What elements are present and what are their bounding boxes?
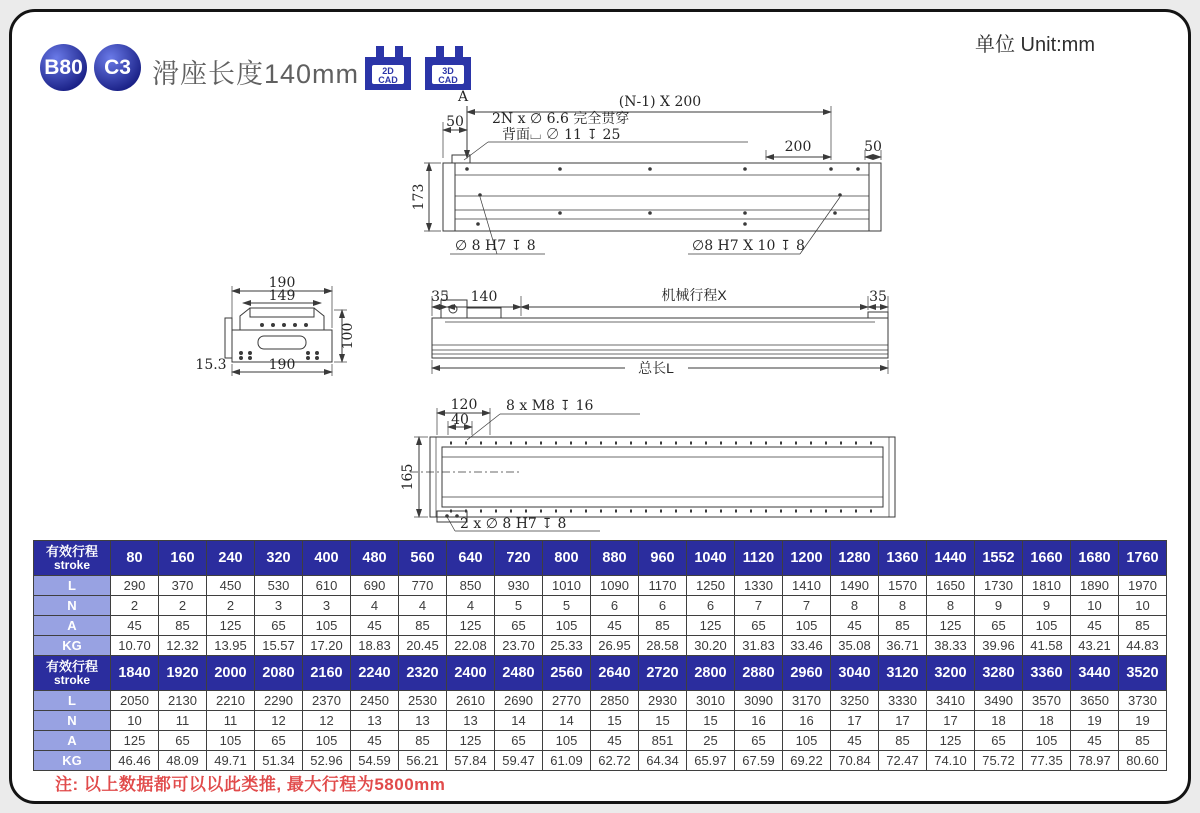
row-label-cell: L	[34, 691, 111, 711]
table-cell: 4	[399, 596, 447, 616]
table-cell: 125	[927, 616, 975, 636]
right-offset-dimension: 50	[864, 139, 882, 155]
table-cell: 36.71	[879, 636, 927, 656]
table-cell: 13	[447, 711, 495, 731]
table-cell: 65	[255, 731, 303, 751]
table-cell: 57.84	[447, 751, 495, 771]
table-cell: 3570	[1023, 691, 1071, 711]
stroke-header-cell: 1040	[687, 541, 735, 576]
table-cell: 9	[1023, 596, 1071, 616]
section-width-outer: 190	[268, 275, 296, 291]
table-cell: 85	[879, 616, 927, 636]
table-cell: 2050	[111, 691, 159, 711]
table-cell: 2290	[255, 691, 303, 711]
table-cell: 125	[447, 731, 495, 751]
page-title: 滑座长度140mm	[152, 59, 360, 89]
table-cell: 4	[447, 596, 495, 616]
table-cell: 65	[495, 616, 543, 636]
table-cell: 2850	[591, 691, 639, 711]
stroke-header-cell: 3200	[927, 656, 975, 691]
table-cell: 105	[303, 731, 351, 751]
table-cell: 105	[783, 616, 831, 636]
section-width-carriage: 149	[268, 288, 296, 304]
stroke-header-cell: 80	[111, 541, 159, 576]
table-cell: 70.84	[831, 751, 879, 771]
table-cell: 105	[207, 731, 255, 751]
stroke-corner-cell: 有效行程 stroke	[34, 656, 111, 691]
stroke-table	[33, 540, 1167, 771]
table-cell: 16	[783, 711, 831, 731]
table-cell: 6	[639, 596, 687, 616]
stroke-header-cell: 640	[447, 541, 495, 576]
table-cell: 56.21	[399, 751, 447, 771]
table-cell: 85	[159, 616, 207, 636]
table-cell: 8	[879, 596, 927, 616]
table-cell: 14	[543, 711, 591, 731]
stroke-header-cell: 2720	[639, 656, 687, 691]
table-cell: 25	[687, 731, 735, 751]
table-cell: 65	[735, 731, 783, 751]
table-cell: 80.60	[1119, 751, 1167, 771]
table-cell: 13	[351, 711, 399, 731]
table-cell: 6	[591, 596, 639, 616]
table-cell: 65	[975, 731, 1023, 751]
pitch-dimension: (N-1) X 200	[618, 94, 702, 110]
side-right-margin: 35	[869, 289, 887, 305]
table-row	[34, 711, 1167, 731]
side-left-margin: 35	[431, 289, 449, 305]
table-row	[34, 616, 1167, 636]
table-cell: 25.33	[543, 636, 591, 656]
table-cell: 105	[783, 731, 831, 751]
stroke-header-cell: 1440	[927, 541, 975, 576]
table-cell: 105	[543, 616, 591, 636]
table-cell: 17	[927, 711, 975, 731]
table-cell: 11	[207, 711, 255, 731]
table-cell: 5	[543, 596, 591, 616]
stroke-header-cell: 560	[399, 541, 447, 576]
table-cell: 45	[111, 616, 159, 636]
table-cell: 1810	[1023, 576, 1071, 596]
stroke-header-cell: 800	[543, 541, 591, 576]
unit-label: 单位 Unit:mm	[975, 34, 1095, 56]
table-cell: 3490	[975, 691, 1023, 711]
stroke-header-cell: 1120	[735, 541, 783, 576]
table-cell: 1570	[879, 576, 927, 596]
table-cell: 65	[975, 616, 1023, 636]
section-width-base: 190	[268, 357, 296, 373]
table-cell: 1890	[1071, 576, 1119, 596]
table-cell: 13	[399, 711, 447, 731]
side-total-length-label: 总长L	[638, 360, 674, 376]
table-cell: 7	[735, 596, 783, 616]
bottom-dim-40: 40	[451, 412, 469, 428]
table-cell: 38.33	[927, 636, 975, 656]
stroke-header-cell: 1840	[111, 656, 159, 691]
table-cell: 12	[303, 711, 351, 731]
table-cell: 17	[831, 711, 879, 731]
table-cell: 19	[1119, 711, 1167, 731]
table-cell: 72.47	[879, 751, 927, 771]
table-cell: 2	[111, 596, 159, 616]
stroke-header-cell: 480	[351, 541, 399, 576]
stroke-header-cell: 2960	[783, 656, 831, 691]
table-cell: 125	[927, 731, 975, 751]
table-cell: 20.45	[399, 636, 447, 656]
table-cell: 105	[1023, 731, 1071, 751]
stroke-header-cell: 3120	[879, 656, 927, 691]
table-cell: 12.32	[159, 636, 207, 656]
table-cell: 45	[1071, 731, 1119, 751]
table-cell: 45	[831, 731, 879, 751]
stroke-header-cell: 1760	[1119, 541, 1167, 576]
table-cell: 2690	[495, 691, 543, 711]
footnote: 注: 以上数据都可以以此类推, 最大行程为5800mm	[55, 775, 446, 794]
stroke-header-cell: 2320	[399, 656, 447, 691]
table-cell: 3250	[831, 691, 879, 711]
table-cell: 52.96	[303, 751, 351, 771]
table-cell: 2930	[639, 691, 687, 711]
section-view-drawing	[195, 275, 356, 376]
table-cell: 10	[1119, 596, 1167, 616]
table-cell: 18	[1023, 711, 1071, 731]
table-cell: 85	[399, 616, 447, 636]
section-height: 100	[340, 322, 356, 350]
table-cell: 5	[495, 596, 543, 616]
table-cell: 1410	[783, 576, 831, 596]
pin-note-right: ∅8 H7 X 10 ↧ 8	[692, 238, 805, 254]
section-base-offset: 15.3	[195, 357, 227, 373]
table-cell: 62.72	[591, 751, 639, 771]
stroke-header-cell: 2240	[351, 656, 399, 691]
table-cell: 85	[639, 616, 687, 636]
table-cell: 3	[255, 596, 303, 616]
table-cell: 51.34	[255, 751, 303, 771]
table-cell: 45	[351, 731, 399, 751]
row-label-cell: KG	[34, 636, 111, 656]
table-cell: 64.34	[639, 751, 687, 771]
table-cell: 770	[399, 576, 447, 596]
table-cell: 33.46	[783, 636, 831, 656]
cad-2d-label-line2: CAD	[378, 75, 398, 85]
table-cell: 11	[159, 711, 207, 731]
table-cell: 15.57	[255, 636, 303, 656]
stroke-header-cell: 240	[207, 541, 255, 576]
table-cell: 14	[495, 711, 543, 731]
stroke-header-cell: 3440	[1071, 656, 1119, 691]
stroke-header-cell: 2400	[447, 656, 495, 691]
table-cell: 2450	[351, 691, 399, 711]
table-cell: 850	[447, 576, 495, 596]
hole-note-line1: 2N x ∅ 6.6 完全贯穿	[492, 111, 630, 127]
table-cell: 1010	[543, 576, 591, 596]
table-cell: 74.10	[927, 751, 975, 771]
table-cell: 78.97	[1071, 751, 1119, 771]
table-cell: 6	[687, 596, 735, 616]
stroke-header-cell: 2160	[303, 656, 351, 691]
row-label-cell: N	[34, 711, 111, 731]
row-label-cell: KG	[34, 751, 111, 771]
side-view-drawing	[431, 287, 888, 376]
table-cell: 2610	[447, 691, 495, 711]
table-cell: 3170	[783, 691, 831, 711]
stroke-header-cell: 2800	[687, 656, 735, 691]
table-cell: 8	[927, 596, 975, 616]
table-cell: 30.20	[687, 636, 735, 656]
table-cell: 2530	[399, 691, 447, 711]
table-cell: 17	[879, 711, 927, 731]
table-cell: 65.97	[687, 751, 735, 771]
table-cell: 13.95	[207, 636, 255, 656]
table-cell: 2130	[159, 691, 207, 711]
table-cell: 105	[303, 616, 351, 636]
side-carriage-length: 140	[470, 289, 498, 305]
table-cell: 35.08	[831, 636, 879, 656]
table-cell: 10.70	[111, 636, 159, 656]
pitch-last-dimension: 200	[784, 139, 812, 155]
table-cell: 610	[303, 576, 351, 596]
table-cell: 105	[1023, 616, 1071, 636]
stroke-header-cell: 1360	[879, 541, 927, 576]
table-cell: 2210	[207, 691, 255, 711]
table-header-row	[34, 656, 1167, 691]
stroke-header-cell: 400	[303, 541, 351, 576]
table-cell: 31.83	[735, 636, 783, 656]
table-cell: 41.58	[1023, 636, 1071, 656]
table-cell: 65	[495, 731, 543, 751]
table-cell: 10	[111, 711, 159, 731]
table-cell: 690	[351, 576, 399, 596]
row-label-cell: L	[34, 576, 111, 596]
table-cell: 125	[447, 616, 495, 636]
table-cell: 77.35	[1023, 751, 1071, 771]
stroke-header-cell: 2000	[207, 656, 255, 691]
table-cell: 75.72	[975, 751, 1023, 771]
section-label: A	[457, 89, 469, 105]
table-cell: 851	[639, 731, 687, 751]
row-label-cell: A	[34, 731, 111, 751]
table-cell: 3330	[879, 691, 927, 711]
table-cell: 48.09	[159, 751, 207, 771]
table-cell: 85	[1119, 616, 1167, 636]
table-cell: 105	[543, 731, 591, 751]
stroke-header-cell: 3280	[975, 656, 1023, 691]
bottom-view-drawing	[400, 397, 895, 532]
table-cell: 1250	[687, 576, 735, 596]
table-cell: 61.09	[543, 751, 591, 771]
cad-3d-label-line2: CAD	[438, 75, 458, 85]
table-cell: 4	[351, 596, 399, 616]
row-label-cell: A	[34, 616, 111, 636]
table-row	[34, 636, 1167, 656]
table-cell: 45	[1071, 616, 1119, 636]
table-cell: 1730	[975, 576, 1023, 596]
table-cell: 17.20	[303, 636, 351, 656]
bottom-pin-note: 2 x ∅ 8 H7 ↧ 8	[460, 516, 567, 532]
table-cell: 2370	[303, 691, 351, 711]
table-cell: 1090	[591, 576, 639, 596]
table-cell: 450	[207, 576, 255, 596]
table-cell: 1170	[639, 576, 687, 596]
stroke-header-cell: 960	[639, 541, 687, 576]
table-cell: 22.08	[447, 636, 495, 656]
stroke-header-cell: 1680	[1071, 541, 1119, 576]
table-cell: 16	[735, 711, 783, 731]
table-row	[34, 576, 1167, 596]
bottom-dim-120: 120	[450, 397, 478, 413]
table-cell: 18.83	[351, 636, 399, 656]
table-cell: 10	[1071, 596, 1119, 616]
table-cell: 9	[975, 596, 1023, 616]
height-dimension: 173	[411, 183, 427, 211]
table-cell: 85	[879, 731, 927, 751]
stroke-header-cell: 320	[255, 541, 303, 576]
stroke-header-cell: 2480	[495, 656, 543, 691]
stroke-header-cell: 2880	[735, 656, 783, 691]
table-cell: 15	[639, 711, 687, 731]
table-cell: 1330	[735, 576, 783, 596]
table-cell: 3090	[735, 691, 783, 711]
table-row	[34, 731, 1167, 751]
table-cell: 125	[207, 616, 255, 636]
stroke-header-cell: 1660	[1023, 541, 1071, 576]
table-cell: 44.83	[1119, 636, 1167, 656]
bottom-thread-note: 8 x M8 ↧ 16	[506, 398, 594, 414]
table-cell: 3730	[1119, 691, 1167, 711]
table-cell: 2	[207, 596, 255, 616]
table-header-row	[34, 541, 1167, 576]
table-cell: 54.59	[351, 751, 399, 771]
table-cell: 45	[351, 616, 399, 636]
stroke-header-cell: 2640	[591, 656, 639, 691]
side-stroke-label: 机械行程X	[661, 287, 727, 303]
table-cell: 23.70	[495, 636, 543, 656]
hole-note-line2: 背面⌴ ∅ 11 ↧ 25	[502, 127, 621, 143]
row-label-cell: N	[34, 596, 111, 616]
table-cell: 15	[687, 711, 735, 731]
table-cell: 59.47	[495, 751, 543, 771]
table-cell: 530	[255, 576, 303, 596]
stroke-header-cell: 1920	[159, 656, 207, 691]
stroke-header-cell: 2080	[255, 656, 303, 691]
table-cell: 19	[1071, 711, 1119, 731]
table-cell: 3650	[1071, 691, 1119, 711]
stroke-corner-cell: 有效行程 stroke	[34, 541, 111, 576]
table-cell: 930	[495, 576, 543, 596]
table-cell: 125	[687, 616, 735, 636]
left-offset-dimension: 50	[446, 114, 464, 130]
table-cell: 26.95	[591, 636, 639, 656]
table-cell: 45	[591, 731, 639, 751]
stroke-header-cell: 160	[159, 541, 207, 576]
table-cell: 45	[831, 616, 879, 636]
table-cell: 67.59	[735, 751, 783, 771]
table-cell: 2770	[543, 691, 591, 711]
table-cell: 12	[255, 711, 303, 731]
table-cell: 18	[975, 711, 1023, 731]
model-badge: B80	[40, 44, 87, 91]
table-cell: 65	[735, 616, 783, 636]
cad-2d-label-line1: 2D	[382, 66, 394, 76]
table-cell: 65	[255, 616, 303, 636]
table-cell: 45	[591, 616, 639, 636]
table-cell: 290	[111, 576, 159, 596]
table-cell: 85	[1119, 731, 1167, 751]
table-cell: 39.96	[975, 636, 1023, 656]
table-cell: 1490	[831, 576, 879, 596]
bottom-height-dim: 165	[400, 463, 416, 491]
type-badge: C3	[94, 44, 141, 91]
stroke-header-cell: 3520	[1119, 656, 1167, 691]
stroke-header-cell: 880	[591, 541, 639, 576]
table-row	[34, 751, 1167, 771]
table-cell: 1970	[1119, 576, 1167, 596]
table-cell: 2	[159, 596, 207, 616]
table-cell: 7	[783, 596, 831, 616]
stroke-header-cell: 1552	[975, 541, 1023, 576]
table-cell: 65	[159, 731, 207, 751]
cad-3d-label-line1: 3D	[442, 66, 454, 76]
table-cell: 49.71	[207, 751, 255, 771]
table-cell: 125	[111, 731, 159, 751]
stroke-header-cell: 1280	[831, 541, 879, 576]
stroke-header-cell: 3360	[1023, 656, 1071, 691]
table-cell: 85	[399, 731, 447, 751]
table-cell: 15	[591, 711, 639, 731]
table-row	[34, 691, 1167, 711]
stroke-header-cell: 1200	[783, 541, 831, 576]
pin-note-left: ∅ 8 H7 ↧ 8	[455, 238, 536, 254]
table-cell: 43.21	[1071, 636, 1119, 656]
top-view-drawing	[411, 89, 882, 254]
table-cell: 370	[159, 576, 207, 596]
table-cell: 3010	[687, 691, 735, 711]
stroke-header-cell: 720	[495, 541, 543, 576]
stroke-header-cell: 2560	[543, 656, 591, 691]
table-cell: 69.22	[783, 751, 831, 771]
table-cell: 3410	[927, 691, 975, 711]
table-row	[34, 596, 1167, 616]
stroke-header-cell: 3040	[831, 656, 879, 691]
table-cell: 1650	[927, 576, 975, 596]
table-cell: 3	[303, 596, 351, 616]
table-cell: 46.46	[111, 751, 159, 771]
table-cell: 8	[831, 596, 879, 616]
table-cell: 28.58	[639, 636, 687, 656]
